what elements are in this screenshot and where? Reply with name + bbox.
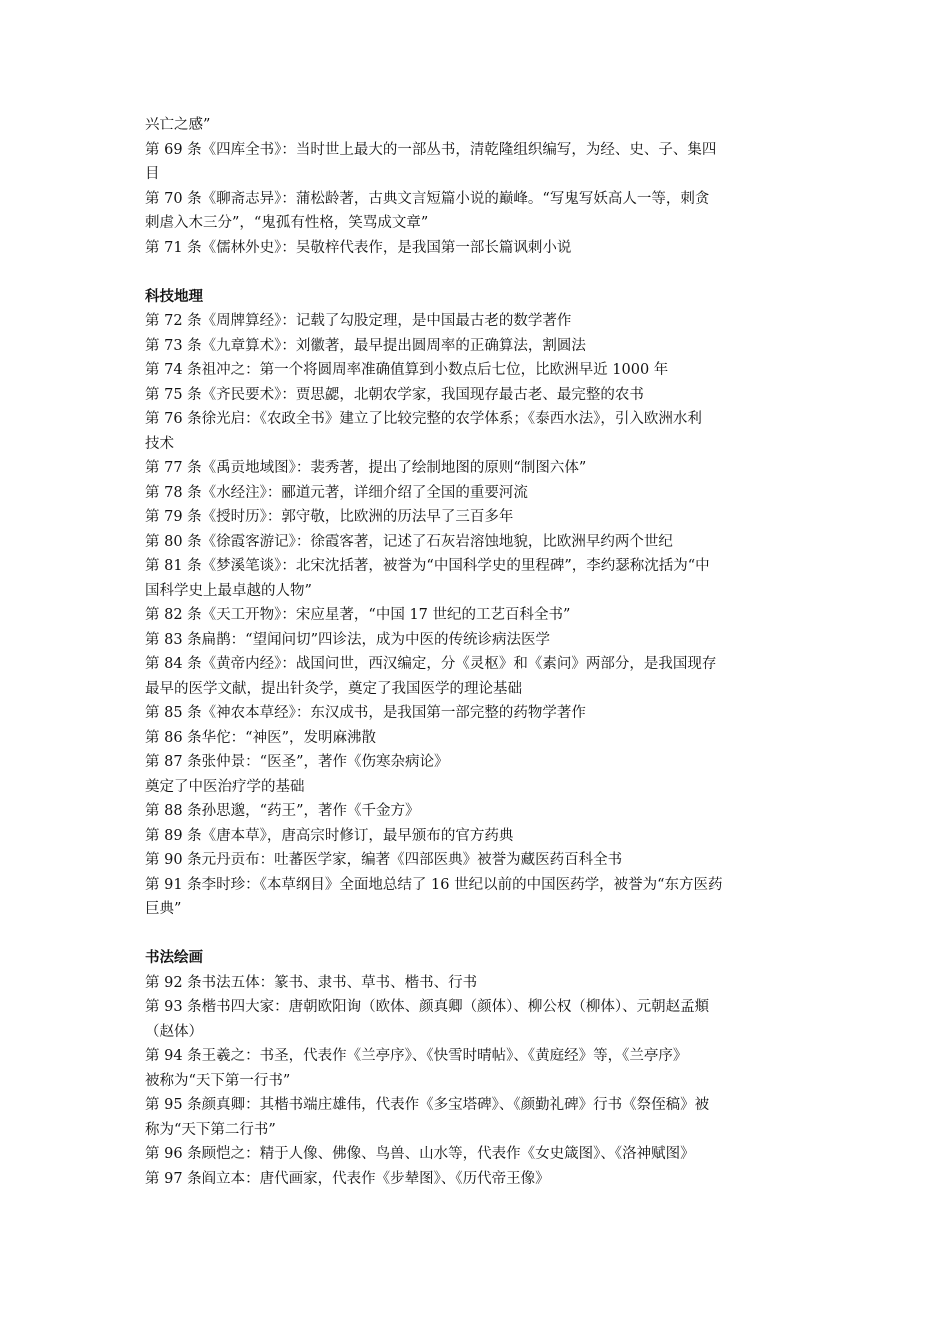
text-line: 第 85 条《神农本草经》：东汉成书，是我国第一部完整的药物学著作 xyxy=(145,705,586,721)
text-line: 第 91 条李时珍：《本草纲目》全面地总结了 16 世纪以前的中国医药学，被誉为“东方医药 xyxy=(145,876,723,893)
text-line: 第 95 条颜真卿：其楷书端庄雄伟，代表作《多宝塔碑》、《颜勤礼碑》行书《祭侄稿》被 xyxy=(145,1097,710,1113)
text-line: 第 72 条《周牌算经》：记载了勾股定理，是中国最古老的数学著作 xyxy=(145,313,572,329)
section-calligraphy xyxy=(145,946,810,1191)
document-page xyxy=(145,113,810,1191)
text-line: 第 69 条《四库全书》：当时世上最大的一部丛书，清乾隆组织编写，为经、史、子、集四 xyxy=(145,141,717,158)
text-line: 第 86 条华佗：“神医”，发明麻沸散 xyxy=(145,729,376,746)
section-science xyxy=(145,285,810,922)
text-line: 国科学史上最卓越的人物” xyxy=(145,582,312,599)
section-intro xyxy=(145,113,810,260)
section-heading: 书法绘画 xyxy=(145,950,203,966)
text-line: 第 76 条徐光启：《农政全书》建立了比较完整的农学体系；《泰西水法》，引入欧洲水利 xyxy=(145,411,702,427)
text-line: 刺虐入木三分”，“鬼孤有性格，笑骂成文章” xyxy=(145,215,429,231)
text-line: 目 xyxy=(145,166,160,182)
text-line: 第 79 条《授时历》：郭守敬，比欧洲的历法早了三百多年 xyxy=(145,509,514,525)
text-line: 第 74 条祖冲之：第一个将圆周率准确值算到小数点后七位，比欧洲早近 1000 年 xyxy=(145,362,669,378)
text-line: （赵体） xyxy=(145,1023,203,1040)
text-line: 奠定了中医治疗学的基础 xyxy=(145,778,305,795)
section-gap xyxy=(145,260,810,285)
section-heading: 科技地理 xyxy=(145,288,203,305)
text-line: 第 75 条《齐民要术》：贾思勰，北朝农学家，我国现存最古老、最完整的农书 xyxy=(145,386,644,403)
text-line: 第 90 条元丹贡布：吐蕃医学家，编著《四部医典》被誉为藏医药百科全书 xyxy=(145,852,623,868)
text-line: 巨典” xyxy=(145,901,182,917)
text-line: 第 77 条《禹贡地域图》：裴秀著，提出了绘制地图的原则“制图六体” xyxy=(145,460,587,476)
text-line: 第 84 条《黄帝内经》：战国问世，西汉编定，分《灵枢》和《素问》两部分，是我国现存 xyxy=(145,656,717,672)
text-line: 技术 xyxy=(145,435,174,452)
text-line: 被称为“天下第一行书” xyxy=(145,1072,291,1089)
text-line: 第 81 条《梦溪笔谈》：北宋沈括著，被誉为“中国科学史的里程碑”，李约瑟称沈括为“中 xyxy=(145,558,710,574)
text-line: 第 97 条阎立本：唐代画家，代表作《步辇图》、《历代帝王像》 xyxy=(145,1170,550,1187)
text-line: 第 73 条《九章算术》：刘徽著，最早提出圆周率的正确算法，割圆法 xyxy=(145,337,586,354)
text-line: 第 83 条扁鹊：“望闻问切”四诊法，成为中医的传统诊病法医学 xyxy=(145,631,550,648)
section-gap xyxy=(145,922,810,947)
text-line: 第 94 条王羲之：书圣，代表作《兰亭序》、《快雪时晴帖》、《黄庭经》等，《兰亭序》 xyxy=(145,1048,688,1064)
text-line: 第 82 条《天工开物》：宋应星著，“中国 17 世纪的工艺百科全书” xyxy=(145,607,571,623)
text-line: 第 87 条张仲景：“医圣”，著作《伤寒杂病论》 xyxy=(145,754,449,770)
text-line: 第 89 条《唐本草》，唐高宗时修订，最早颁布的官方药典 xyxy=(145,827,514,844)
text-line: 第 80 条《徐霞客游记》：徐霞客著，记述了石灰岩溶蚀地貌，比欧洲早约两个世纪 xyxy=(145,533,673,550)
text-line: 最早的医学文献，提出针灸学，奠定了我国医学的理论基础 xyxy=(145,680,522,697)
text-line: 第 96 条顾恺之：精于人像、佛像、鸟兽、山水等，代表作《女史箴图》、《洛神赋图》 xyxy=(145,1146,695,1162)
text-line: 第 92 条书法五体：篆书、隶书、草书、楷书、行书 xyxy=(145,974,478,991)
text-line: 第 93 条楷书四大家：唐朝欧阳询（欧体、颜真卿（颜体）、柳公权（柳体）、元朝赵孟頫 xyxy=(145,999,710,1015)
text-line: 兴亡之感” xyxy=(145,117,211,133)
text-line: 第 71 条《儒林外史》：吴敬梓代表作，是我国第一部长篇讽刺小说 xyxy=(145,239,572,256)
text-line: 第 70 条《聊斋志异》：蒲松龄著，古典文言短篇小说的巅峰。“写鬼写妖高人一等，刺贪 xyxy=(145,190,710,207)
text-line: 第 88 条孙思邈，“药王”，著作《千金方》 xyxy=(145,803,420,819)
text-line: 第 78 条《水经注》：郦道元著，详细介绍了全国的重要河流 xyxy=(145,484,528,501)
text-line: 称为“天下第二行书” xyxy=(145,1121,276,1138)
